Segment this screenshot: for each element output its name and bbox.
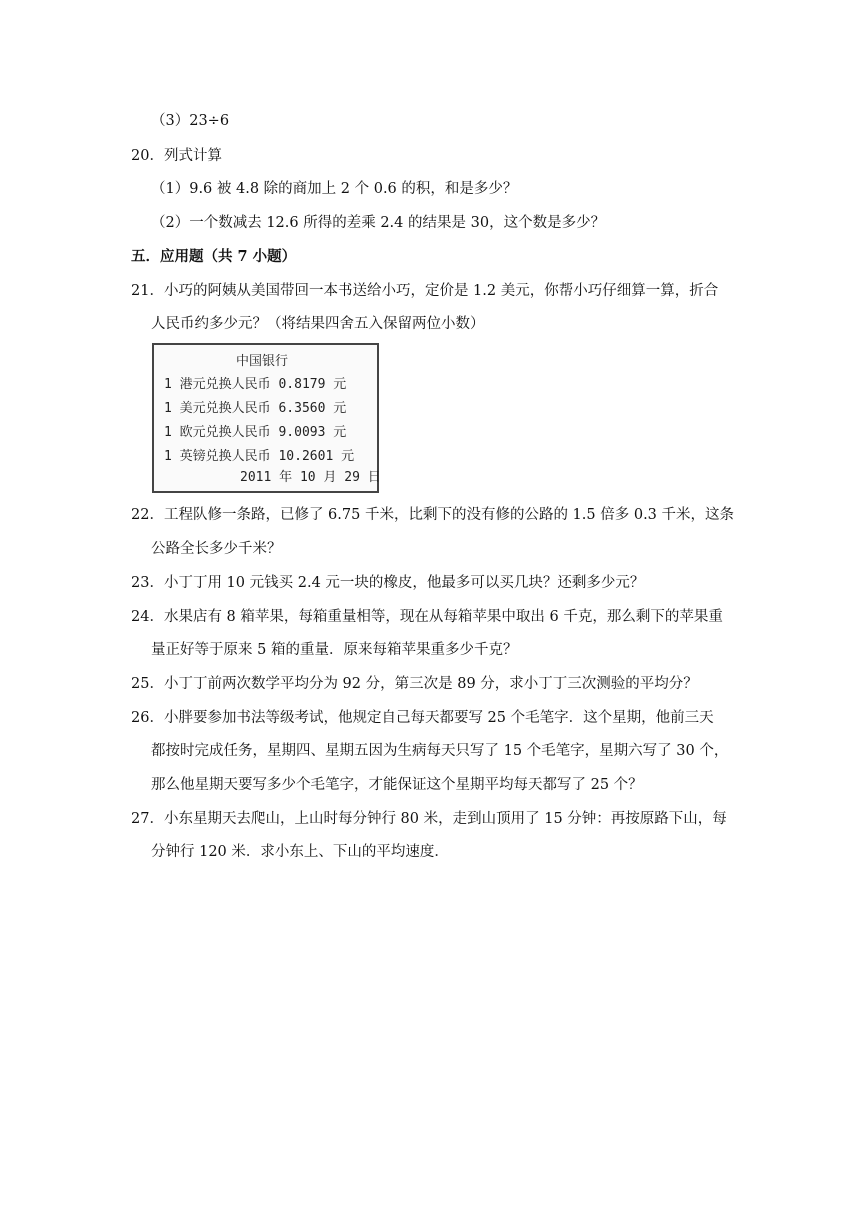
exchange-table-title: 中国银行 (236, 354, 289, 369)
question-20-part-2: （2）一个数减去 12.6 所得的差乘 2.4 的结果是 30，这个数是多少？ (151, 215, 606, 231)
question-24-line-2: 量正好等于原来 5 箱的重量．原来每箱苹果重多少千克？ (151, 642, 518, 658)
question-22-line-1: 22．工程队修一条路，已修了 6.75 千米，比剩下的没有修的公路的 1.5 倍多 0.3 千米，这条 (131, 507, 735, 523)
question-23: 23．小丁丁用 10 元钱买 2.4 元一块的橡皮，他最多可以买几块？还剩多少元？ (131, 575, 645, 591)
question-22-line-2: 公路全长多少千米？ (151, 541, 282, 557)
exchange-rate-row: 1 英镑兑换人民币 10.2601 元 (164, 449, 355, 464)
question-27-line-2: 分钟行 120 米．求小东上、下山的平均速度． (151, 844, 449, 860)
question-27-line-1: 27．小东星期天去爬山，上山时每分钟行 80 米，走到山顶用了 15 分钟：再按原路下山，每 (131, 811, 727, 827)
question-26-line-2: 都按时完成任务，星期四、星期五因为生病每天只写了 15 个毛笔字，星期六写了 30 个， (151, 743, 729, 759)
question-19-part-3: （3）23÷6 (151, 113, 230, 129)
question-20-part-1: （1）9.6 被 4.8 除的商加上 2 个 0.6 的积，和是多少？ (151, 181, 518, 197)
exchange-rate-row: 1 美元兑换人民币 6.3560 元 (164, 401, 347, 416)
exchange-rate-row: 1 港元兑换人民币 0.8179 元 (164, 377, 347, 392)
section-5-heading: 五．应用题（共 7 小题） (131, 248, 297, 265)
exchange-table-date: 2011 年 10 月 29 日 (240, 470, 381, 485)
question-26-line-3: 那么他星期天要写多少个毛笔字，才能保证这个星期平均每天都写了 25 个？ (151, 777, 643, 793)
exchange-rate-table (152, 343, 379, 493)
question-20-title: 20．列式计算 (131, 148, 222, 164)
question-25: 25．小丁丁前两次数学平均分为 92 分，第三次是 89 分，求小丁丁三次测验的平均分？ (131, 676, 698, 692)
question-24-line-1: 24．水果店有 8 箱苹果，每箱重量相等，现在从每箱苹果中取出 6 千克，那么剩下的苹果重 (131, 609, 723, 625)
question-26-line-1: 26．小胖要参加书法等级考试，他规定自己每天都要写 25 个毛笔字．这个星期，他前三天 (131, 710, 714, 726)
question-21-line-1: 21．小巧的阿姨从美国带回一本书送给小巧，定价是 1.2 美元，你帮小巧仔细算一算，折合 (131, 283, 719, 299)
exchange-rate-row: 1 欧元兑换人民币 9.0093 元 (164, 425, 347, 440)
question-21-line-2: 人民币约多少元？（将结果四舍五入保留两位小数） (151, 316, 485, 332)
